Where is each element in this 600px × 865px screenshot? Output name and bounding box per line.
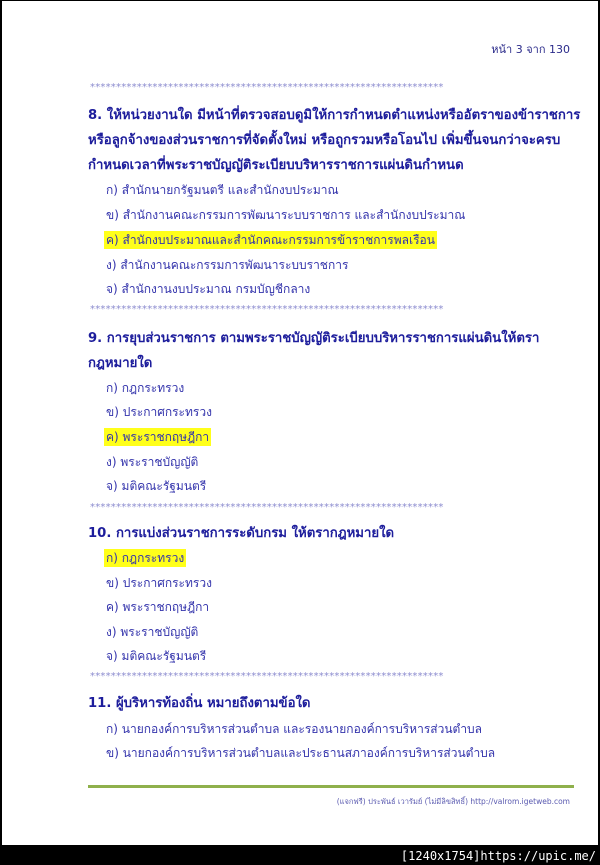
question-9-line-1: 9. การยุบส่วนราชการ ตามพระราชบัญญัติระเบียบบริหารราชการแผ่นดินให้ตรา (88, 331, 540, 346)
option: ก) สำนักนายกรัฐมนตรี และสำนักงบประมาณ (106, 183, 339, 197)
question-8-line-2: หรือลูกจ้างของส่วนราชการที่จัดตั้งใหม่ หรือถูกรวมหรือโอนไป เพิ่มขึ้นจนกว่าจะครบ (88, 133, 561, 148)
footer-rule (88, 785, 574, 788)
question-9-line-2: กฎหมายใด (88, 356, 153, 371)
option-answer-highlighted: ค) พระราชกฤษฎีกา (106, 430, 210, 444)
option: ง) สำนักงานคณะกรรมการพัฒนาระบบราชการ (106, 258, 349, 272)
question-11: 11. ผู้บริหารท้องถิ่น หมายถึงตามข้อใด (88, 696, 311, 711)
question-8-line-1: 8. ให้หน่วยงานใด มีหน้าที่ตรวจสอบดูมิให้การกำหนดตำแหน่งหรืออัตราของข้าราชการ (88, 108, 581, 123)
option: ง) พระราชบัญญัติ (106, 455, 199, 469)
footer-credit: (แจกฟรี) ประพันธ์ เวารัมย์ (ไม่มีลิขสิทธิ์) http://valrom.igetweb.com (336, 797, 570, 806)
option: จ) มติคณะรัฐมนตรี (106, 649, 207, 663)
document-page (2, 1, 598, 845)
option: ก) นายกองค์การบริหารส่วนตำบล และรองนายกองค์การบริหารส่วนตำบล (106, 722, 483, 736)
separator: ******************************************************************** (90, 671, 444, 682)
option: ข) สำนักงานคณะกรรมการพัฒนาระบบราชการ และสำนักงบประมาณ (106, 208, 466, 222)
separator: ******************************************************************** (90, 82, 444, 93)
option-answer-highlighted: ค) สำนักงบประมาณและสำนักคณะกรรมการข้าราชการพลเรือน (106, 233, 435, 247)
option: ข) ประกาศกระทรวง (106, 576, 212, 590)
separator: ******************************************************************** (90, 304, 444, 315)
option: ข) ประกาศกระทรวง (106, 405, 212, 419)
option: ค) พระราชกฤษฎีกา (106, 600, 210, 614)
option: ข) นายกองค์การบริหารส่วนตำบลและประธานสภาองค์การบริหารส่วนตำบล (106, 746, 496, 760)
option: ง) พระราชบัญญัติ (106, 625, 199, 639)
page-number: หน้า 3 จาก 130 (491, 43, 570, 56)
option: จ) มติคณะรัฐมนตรี (106, 479, 207, 493)
image-host-watermark: [1240x1754]https://upic.me/ (400, 849, 596, 863)
question-10: 10. การแบ่งส่วนราชการระดับกรม ให้ตรากฎหมายใด (88, 526, 395, 541)
question-8-line-3: กำหนดเวลาที่พระราชบัญญัติระเบียบบริหารราชการแผ่นดินกำหนด (88, 158, 464, 173)
option: ก) กฎกระทรวง (106, 381, 185, 395)
option: จ) สำนักงานงบประมาณ กรมบัญชีกลาง (106, 282, 311, 296)
separator: ******************************************************************** (90, 502, 444, 513)
option-answer-highlighted: ก) กฎกระทรวง (106, 551, 185, 565)
